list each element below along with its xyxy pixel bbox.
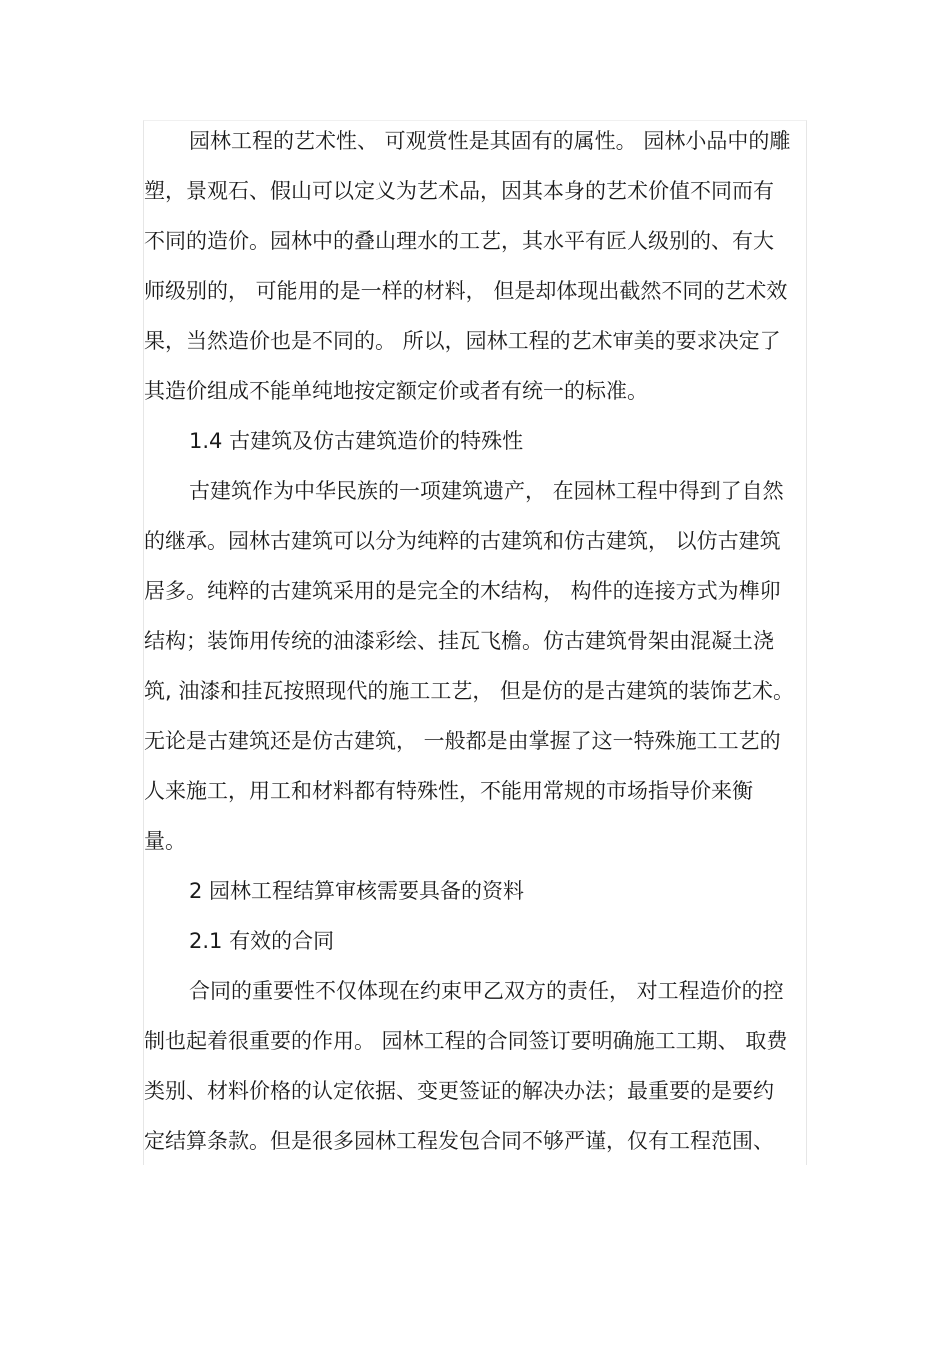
- section-heading: 2 园林工程结算审核需要具备的资料: [189, 879, 525, 903]
- text-line: 筑, 油漆和挂瓦按照现代的施工工艺， 但是仿的是古建筑的装饰艺术。: [144, 679, 795, 703]
- text-line: 合同的重要性不仅体现在约束甲乙双方的责任， 对工程造价的控: [189, 979, 784, 1003]
- text-line: 古建筑作为中华民族的一项建筑遗产， 在园林工程中得到了自然: [189, 479, 784, 503]
- text-line: 人来施工，用工和材料都有特殊性，不能用常规的市场指导价来衡: [144, 779, 753, 803]
- text-line: 园林工程的艺术性、 可观赏性是其固有的属性。 园林小品中的雕: [189, 129, 791, 153]
- text-line: 居多。纯粹的古建筑采用的是完全的木结构， 构件的连接方式为榫卯: [144, 579, 781, 603]
- text-line: 定结算条款。但是很多园林工程发包合同不够严谨，仅有工程范围、: [144, 1129, 774, 1153]
- section-heading: 2.1 有效的合同: [189, 929, 335, 953]
- text-line: 量。: [144, 829, 186, 853]
- text-line: 其造价组成不能单纯地按定额定价或者有统一的标准。: [144, 379, 648, 403]
- text-line: 结构；装饰用传统的油漆彩绘、挂瓦飞檐。仿古建筑骨架由混凝土浇: [144, 629, 774, 653]
- text-line: 的继承。园林古建筑可以分为纯粹的古建筑和仿古建筑， 以仿古建筑: [144, 529, 781, 553]
- text-line: 类别、材料价格的认定依据、变更签证的解决办法；最重要的是要约: [144, 1079, 774, 1103]
- text-line: 制也起着很重要的作用。 园林工程的合同签订要明确施工工期、 取费: [144, 1029, 788, 1053]
- text-line: 塑，景观石、假山可以定义为艺术品，因其本身的艺术价值不同而有: [144, 179, 774, 203]
- section-heading: 1.4 古建筑及仿古建筑造价的特殊性: [189, 429, 524, 453]
- text-line: 不同的造价。园林中的叠山理水的工艺，其水平有匠人级别的、有大: [144, 229, 774, 253]
- text-line: 果，当然造价也是不同的。 所以，园林工程的艺术审美的要求决定了: [144, 329, 781, 353]
- text-line: 师级别的， 可能用的是一样的材料， 但是却体现出截然不同的艺术效: [144, 279, 788, 303]
- text-line: 无论是古建筑还是仿古建筑， 一般都是由掌握了这一特殊施工工艺的: [144, 729, 781, 753]
